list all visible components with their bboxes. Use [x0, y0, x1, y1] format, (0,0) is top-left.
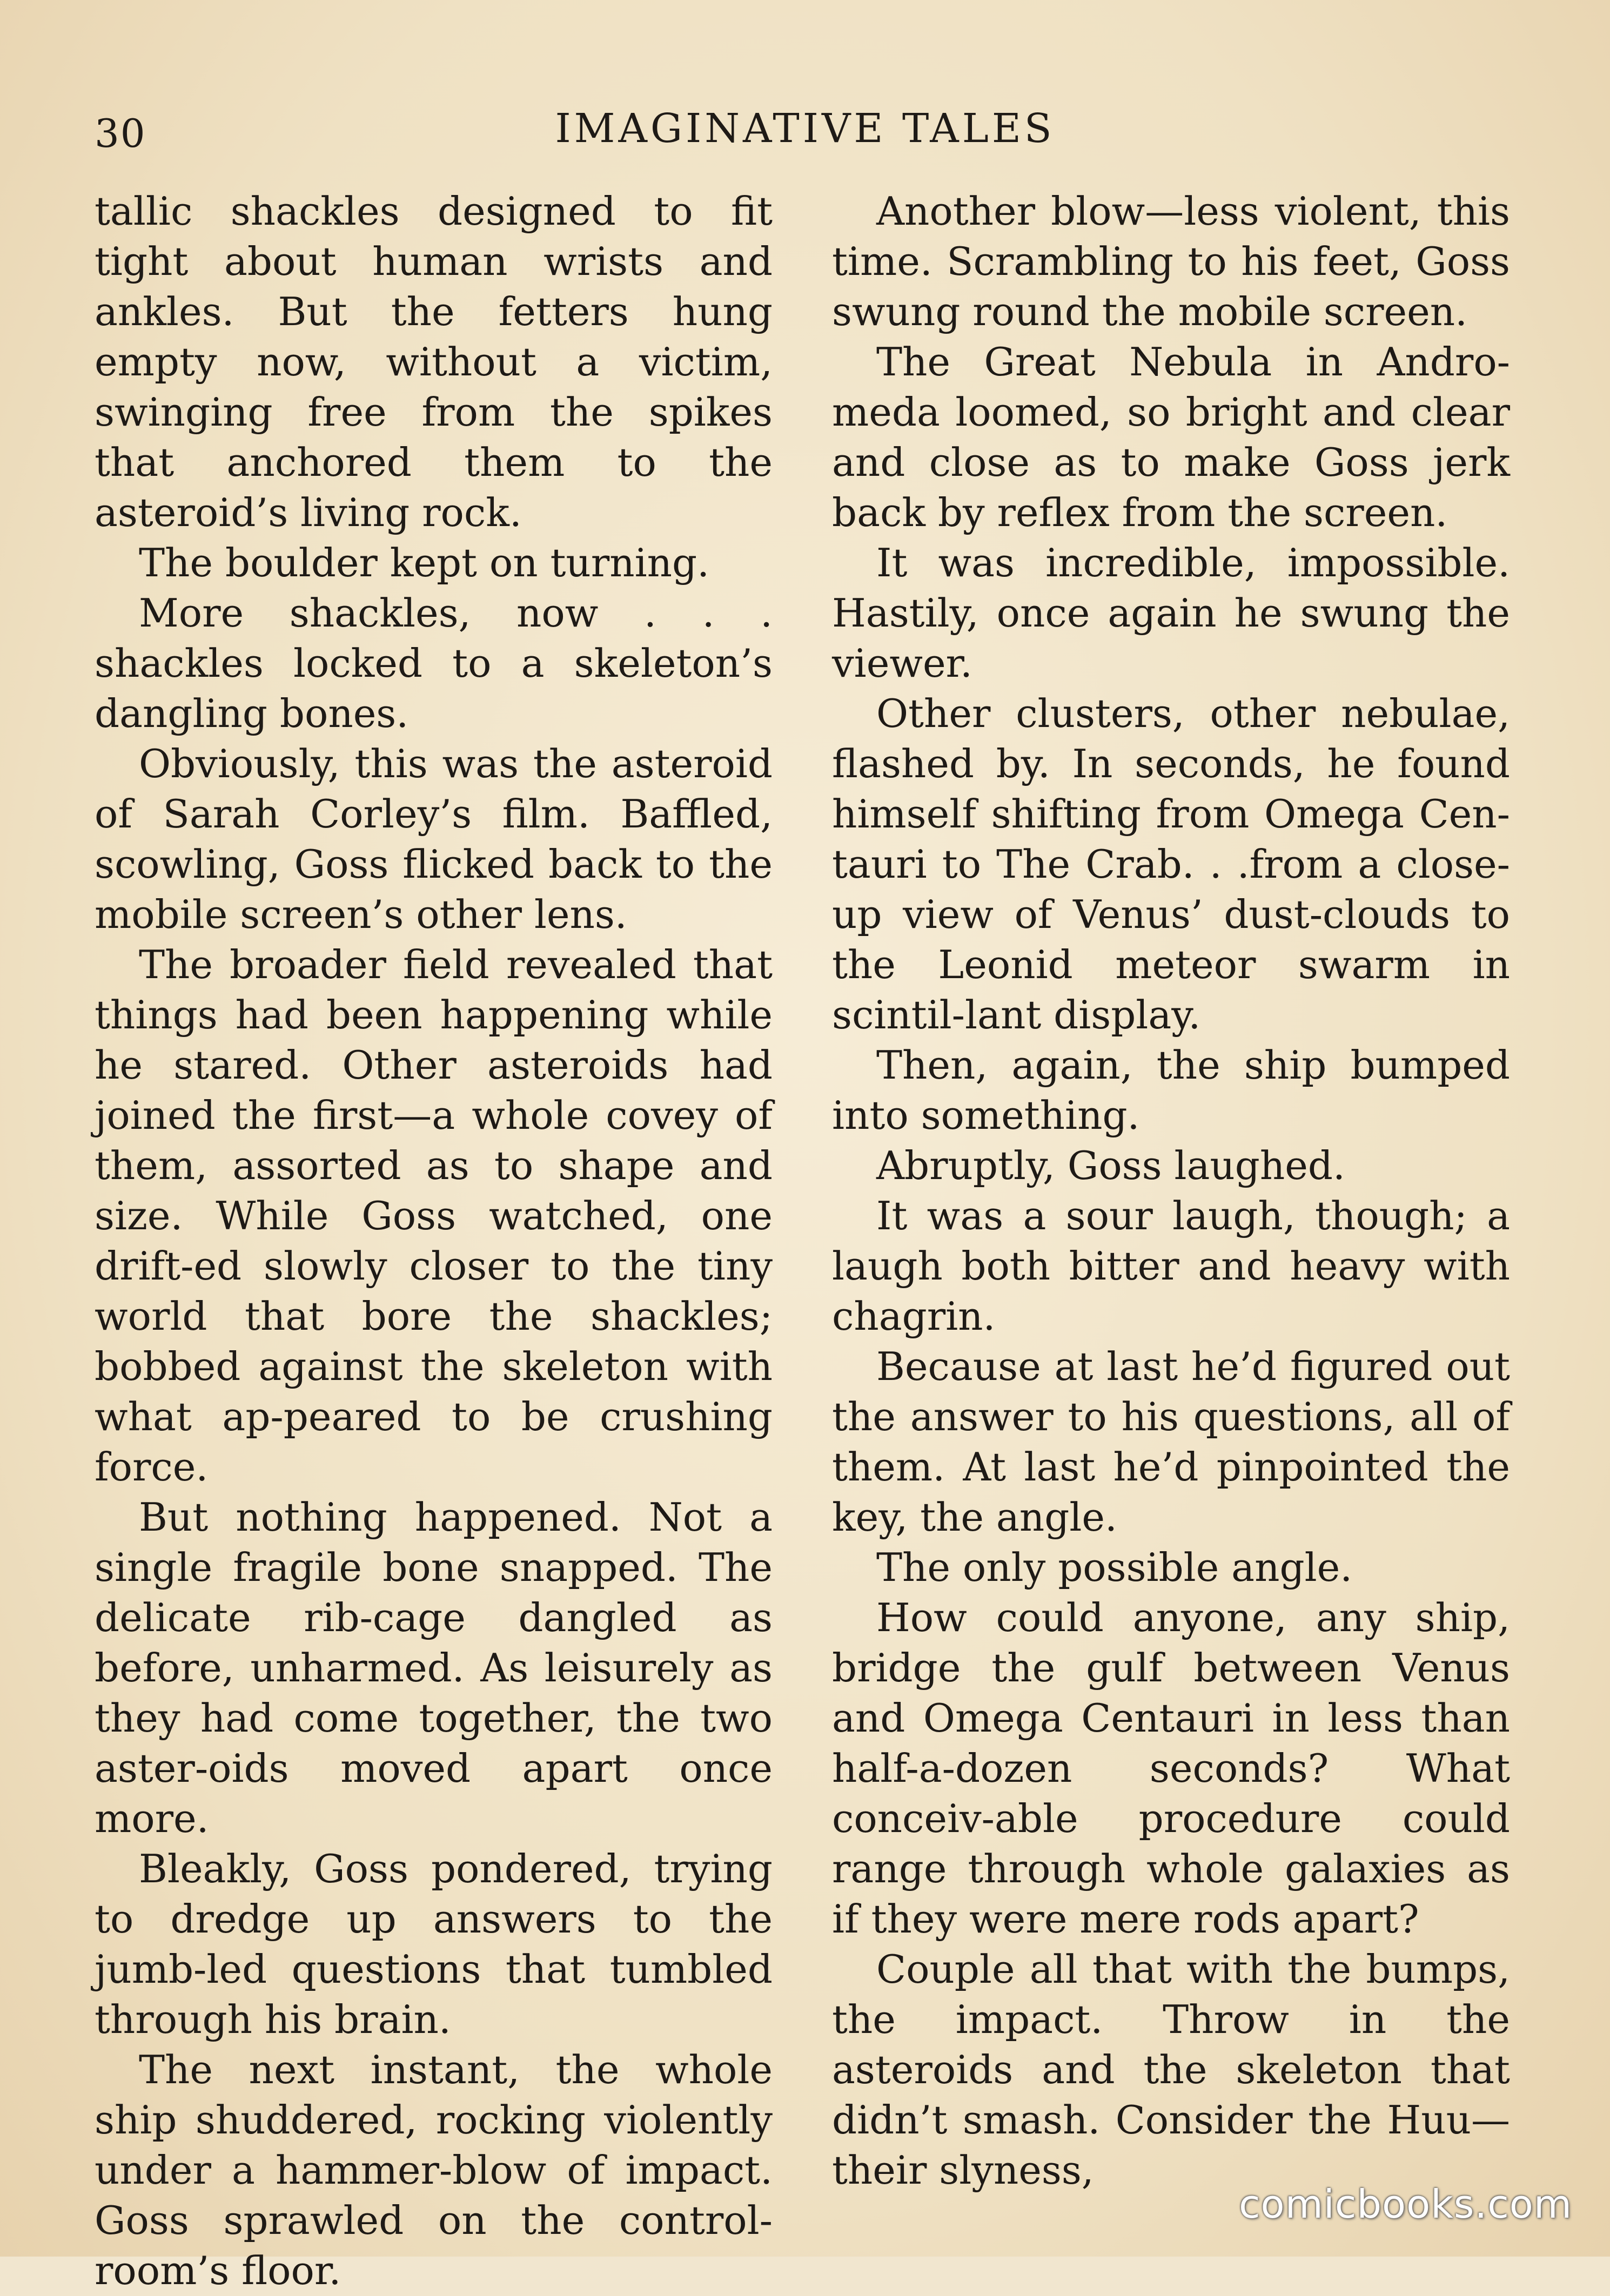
left-column	[95, 186, 773, 2296]
paragraph: Then, again, the ship bumped into something.	[832, 1042, 1510, 1138]
paragraph: It was incredible, impossible. Hastily, once again he swung the viewer.	[832, 540, 1510, 686]
watermark-logo: comicbooks.com	[1238, 2181, 1572, 2227]
paragraph: The Great Nebula in Andro-meda loomed, so bright and clear and close as to make Goss jerk back by reflex from the screen.	[832, 339, 1510, 535]
paragraph: How could anyone, any ship, bridge the gulf between Venus and Omega Centauri in less than half-a-dozen seconds? What conceiv-able procedure could range through whole galaxies as if they were mere rods apart?	[832, 1595, 1510, 1942]
paragraph: Other clusters, other nebulae, flashed by. In seconds, he found himself shifting from Omega Cen-tauri to The Crab. . .from a close-up view of Venus’ dust-clouds to the Leonid meteor swarm in scintil-lant display.	[832, 691, 1510, 1038]
paragraph: The boulder kept on turning.	[139, 540, 709, 585]
paragraph: The next instant, the whole ship shuddered, rocking violently under a hammer-blow of impact. Goss sprawled on the control-room’s floor.	[95, 2047, 773, 2293]
page-header	[95, 105, 1515, 170]
running-title: IMAGINATIVE TALES	[555, 105, 1055, 152]
paragraph: tallic shackles designed to fit tight about human wrists and ankles. But the fetters hung empty now, without a victim, swinging free from the spikes that anchored them to the asteroid’s living rock.	[95, 188, 773, 535]
paragraph: Abruptly, Goss laughed.	[876, 1143, 1345, 1188]
paragraph: Because at last he’d figured out the answer to his questions, all of them. At last he’d pinpointed the key, the angle.	[832, 1344, 1510, 1540]
page-number: 30	[95, 111, 146, 156]
right-column	[832, 186, 1510, 2196]
paragraph: Obviously, this was the asteroid of Sarah Corley’s film. Baffled, scowling, Goss flicked back to the mobile screen’s other lens.	[95, 741, 773, 937]
paragraph: It was a sour laugh, though; a laugh both bitter and heavy with chagrin.	[832, 1193, 1510, 1339]
paragraph: The broader field revealed that things had been happening while he stared. Other asteroids had joined the first—a whole covey of them, assorted as to shape and size. While Goss watched, one drift-ed slowly closer to the tiny world that bore the shackles; bobbed against the skeleton with what ap-peared to be crushing force.	[95, 942, 773, 1490]
paragraph: But nothing happened. Not a single fragile bone snapped. The delicate rib-cage dangled as before, unharmed. As leisurely as they had come together, the two aster-oids moved apart once more.	[95, 1494, 773, 1841]
paragraph: More shackles, now . . . shackles locked to a skeleton’s dangling bones.	[95, 590, 773, 736]
paragraph: Couple all that with the bumps, the impact. Throw in the asteroids and the skeleton that didn’t smash. Consider the Huu—their slyness,	[832, 1947, 1510, 2193]
paragraph: The only possible angle.	[876, 1545, 1353, 1590]
paragraph: Another blow—less violent, this time. Scrambling to his feet, Goss swung round the mobile screen.	[832, 188, 1510, 334]
paragraph: Bleakly, Goss pondered, trying to dredge up answers to the jumb-led questions that tumbled through his brain.	[95, 1846, 773, 2042]
